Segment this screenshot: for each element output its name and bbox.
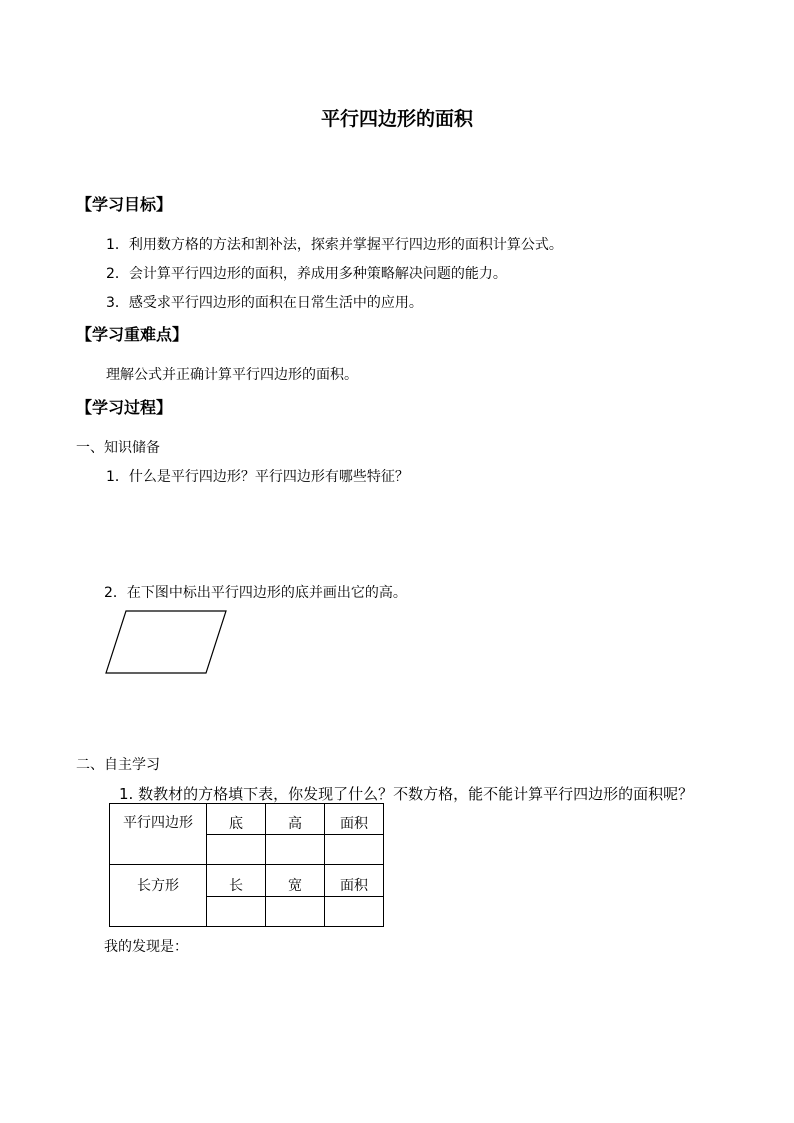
table-input-base[interactable]	[207, 835, 266, 865]
table-row	[110, 804, 384, 835]
table-label-rectangle: 长方形	[110, 865, 207, 927]
part1-question-2: 2．在下图中标出平行四边形的底并画出它的高。	[104, 585, 407, 601]
table-input-length[interactable]	[207, 896, 266, 927]
goal-item-3: 3．感受求平行四边形的面积在日常生活中的应用。	[106, 295, 423, 311]
difficulty-heading: 【学习重难点】	[76, 325, 189, 344]
data-table	[109, 803, 384, 927]
table-header-length: 长	[207, 865, 266, 897]
table-input-area-2[interactable]	[325, 896, 384, 927]
part1-heading: 一、知识储备	[76, 440, 160, 456]
process-heading: 【学习过程】	[76, 398, 173, 417]
table-input-width[interactable]	[266, 896, 325, 927]
table-header-area-1: 面积	[325, 804, 384, 835]
table-header-width: 宽	[266, 865, 325, 897]
table-header-height: 高	[266, 804, 325, 835]
part2-heading: 二、自主学习	[76, 757, 160, 773]
table-input-area-1[interactable]	[325, 835, 384, 865]
finding-label: 我的发现是：	[104, 939, 188, 955]
goals-heading: 【学习目标】	[76, 195, 173, 214]
parallelogram-shape	[106, 611, 226, 673]
table-header-area-2: 面积	[325, 865, 384, 897]
table-row	[110, 865, 384, 897]
goal-item-1: 1．利用数方格的方法和割补法，探索并掌握平行四边形的面积计算公式。	[106, 237, 563, 253]
page-title: 平行四边形的面积	[320, 108, 473, 130]
goal-item-2: 2．会计算平行四边形的面积，养成用多种策略解决问题的能力。	[106, 266, 507, 282]
parallelogram-figure	[100, 608, 234, 678]
table-label-parallelogram: 平行四边形	[110, 804, 207, 865]
part1-question-1: 1．什么是平行四边形？平行四边形有哪些特征？	[106, 469, 409, 485]
table-header-base: 底	[207, 804, 266, 835]
part2-question-1: 1. 数教材的方格填下表，你发现了什么？不数方格，能不能计算平行四边形的面积呢？	[119, 785, 694, 803]
difficulty-text: 理解公式并正确计算平行四边形的面积。	[106, 367, 358, 383]
table-input-height[interactable]	[266, 835, 325, 865]
